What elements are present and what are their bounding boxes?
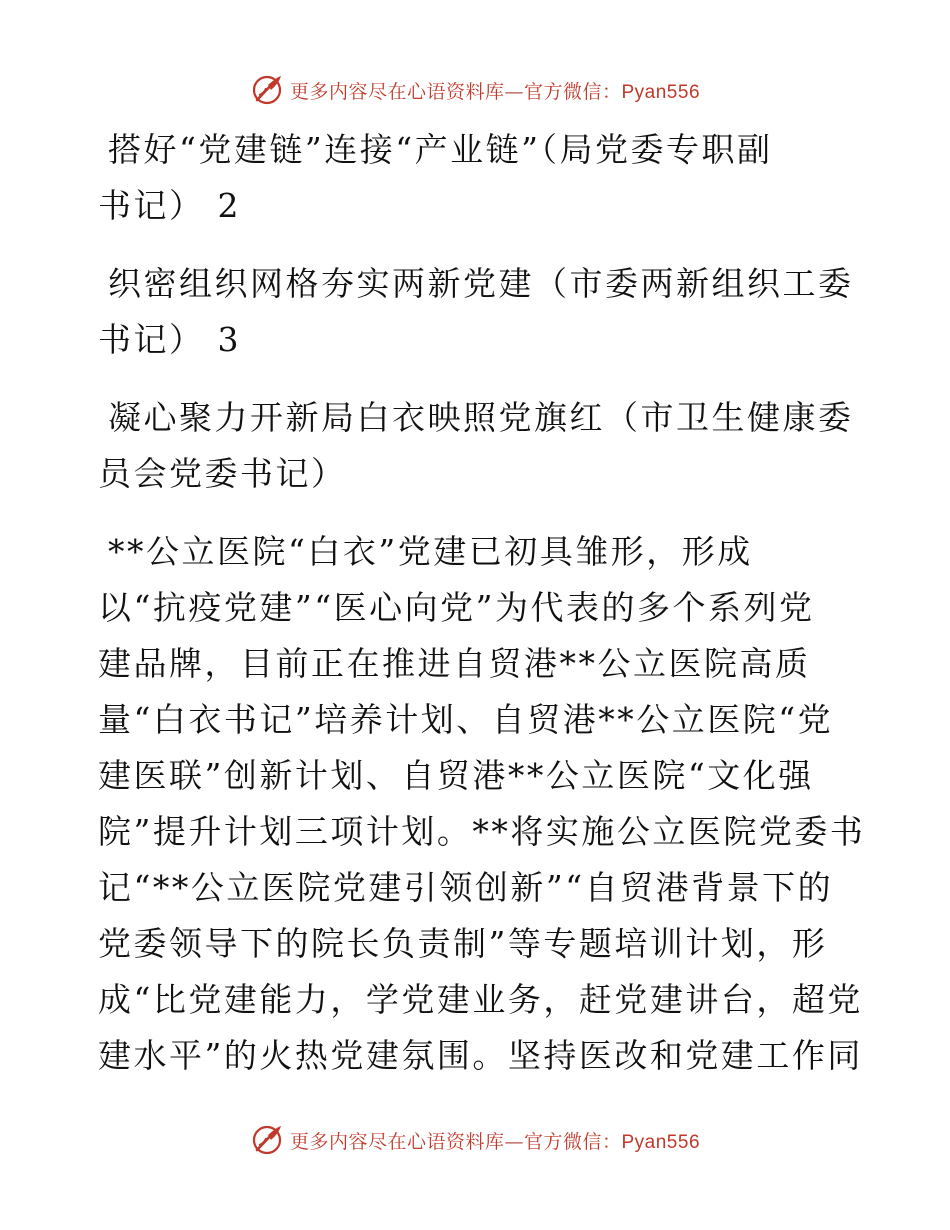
text-line: 凝心聚力开新局白衣映照党旗红（市卫生健康委 xyxy=(108,398,854,437)
header-watermark xyxy=(0,70,950,110)
text-line: 建品牌，目前正在推进自贸港**公立医院高质 xyxy=(98,644,811,683)
text-line: 量“白衣书记”培养计划、自贸港**公立医院“党 xyxy=(98,700,834,739)
text-line: 成“比党建能力，学党建业务，赶党建讲台，超党 xyxy=(98,980,863,1019)
text-line: 以“抗疫党建”“医心向党”为代表的多个系列党 xyxy=(98,588,815,627)
document-body xyxy=(98,122,866,1084)
text-line: 建医联”创新计划、自贸港**公立医院“文化强 xyxy=(98,756,814,795)
watermark-text xyxy=(290,1127,700,1154)
toc-entry-1 xyxy=(98,122,858,234)
text-line: 院”提升计划三项计划。**将实施公立医院党委书 xyxy=(98,812,866,851)
quill-logo-icon xyxy=(250,73,284,107)
text-line: **公立医院“白衣”党建已初具雏形，形成 xyxy=(108,532,753,571)
watermark-slogan: 更多内容尽在心语资料库 xyxy=(289,80,505,103)
watermark-dash: — xyxy=(504,1130,524,1153)
watermark-wechat-label: 官方微信： xyxy=(523,1130,622,1153)
text-line: 党委领导下的院长负责制”等专题培训计划，形 xyxy=(98,924,828,963)
section-heading xyxy=(98,390,858,502)
footer-watermark xyxy=(0,1120,950,1160)
watermark-wechat-label: 官方微信： xyxy=(523,80,622,103)
text-line: 记“**公立医院党建引领创新”“自贸港背景下的 xyxy=(98,868,834,907)
text-line: 搭好“党建链”连接“产业链”（局党委专职副 xyxy=(108,130,773,169)
text-line: 员会党委书记） xyxy=(98,454,347,493)
quill-logo-icon xyxy=(250,1123,284,1157)
text-line: 建水平”的火热党建氛围。坚持医改和党建工作同 xyxy=(98,1036,863,1075)
text-line: 书记） 2 xyxy=(98,186,241,225)
watermark-dash: — xyxy=(504,80,524,103)
toc-entry-2 xyxy=(98,256,858,368)
text-line: 织密组织网格夯实两新党建（市委两新组织工委 xyxy=(108,264,854,303)
watermark-wechat-id: Pyan556 xyxy=(621,1131,701,1153)
watermark-wechat-id: Pyan556 xyxy=(621,81,701,103)
watermark-slogan: 更多内容尽在心语资料库 xyxy=(289,1130,505,1153)
watermark-text xyxy=(290,77,700,104)
body-paragraph xyxy=(98,524,866,1084)
text-line: 书记） 3 xyxy=(98,320,241,359)
